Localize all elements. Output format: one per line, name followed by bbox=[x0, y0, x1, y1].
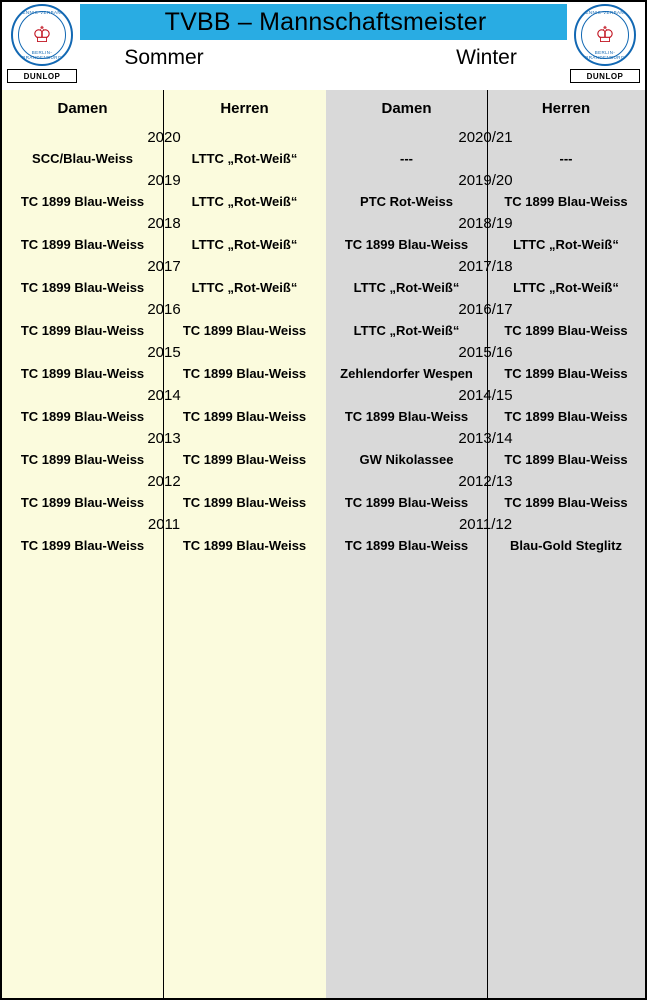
sommer-year: 2018 bbox=[147, 214, 181, 232]
year-row bbox=[2, 126, 645, 148]
winter-damen-champion: TC 1899 Blau-Weiss bbox=[344, 495, 469, 510]
sommer-year: 2020 bbox=[147, 128, 181, 146]
winter-damen-champion: TC 1899 Blau-Weiss bbox=[344, 237, 469, 252]
winter-year: 2018/19 bbox=[458, 214, 513, 232]
winter-year: 2014/15 bbox=[458, 386, 513, 404]
sommer-damen-champion: TC 1899 Blau-Weiss bbox=[20, 409, 145, 424]
table-row bbox=[2, 363, 645, 384]
table-row bbox=[2, 535, 645, 556]
winter-year: 2016/17 bbox=[458, 300, 513, 318]
winter-year: 2020/21 bbox=[458, 128, 513, 146]
dunlop-logo-icon: DUNLOP bbox=[7, 69, 77, 83]
sommer-year: 2014 bbox=[147, 386, 181, 404]
sommer-damen-champion: TC 1899 Blau-Weiss bbox=[20, 323, 145, 338]
year-row bbox=[2, 298, 645, 320]
season-headings bbox=[2, 40, 645, 76]
table-row bbox=[2, 148, 645, 169]
year-row bbox=[2, 427, 645, 449]
header bbox=[2, 2, 645, 40]
sommer-year: 2019 bbox=[147, 171, 181, 189]
sommer-herren-champion: LTTC „Rot-Weiß“ bbox=[191, 151, 298, 166]
winter-year: 2015/16 bbox=[458, 343, 513, 361]
sommer-damen-champion: TC 1899 Blau-Weiss bbox=[20, 237, 145, 252]
seal-ring-text-top: TENNIS-VERBAND bbox=[582, 10, 628, 15]
table-row bbox=[2, 234, 645, 255]
sommer-year: 2011 bbox=[147, 515, 181, 533]
subheader-sommer-damen: Damen bbox=[57, 99, 108, 117]
sommer-damen-champion: SCC/Blau-Weiss bbox=[32, 151, 133, 166]
sommer-damen-champion: TC 1899 Blau-Weiss bbox=[20, 452, 145, 467]
winter-damen-champion: LTTC „Rot-Weiß“ bbox=[353, 323, 460, 338]
winter-damen-champion: TC 1899 Blau-Weiss bbox=[344, 538, 469, 553]
winter-herren-champion: LTTC „Rot-Weiß“ bbox=[513, 280, 619, 295]
year-row bbox=[2, 470, 645, 492]
table-row bbox=[2, 277, 645, 298]
winter-herren-champion: TC 1899 Blau-Weiss bbox=[504, 366, 628, 381]
sommer-damen-champion: TC 1899 Blau-Weiss bbox=[20, 495, 145, 510]
sommer-herren-champion: LTTC „Rot-Weiß“ bbox=[191, 194, 298, 209]
winter-herren-champion: TC 1899 Blau-Weiss bbox=[504, 323, 628, 338]
sommer-herren-champion: TC 1899 Blau-Weiss bbox=[182, 366, 307, 381]
title-bar bbox=[80, 4, 571, 40]
seal-ring-text-bottom: BERLIN-BRANDENBURG bbox=[22, 50, 62, 60]
table-row bbox=[2, 406, 645, 427]
table-row bbox=[2, 191, 645, 212]
year-row bbox=[2, 212, 645, 234]
year-row bbox=[2, 341, 645, 363]
sommer-year: 2016 bbox=[147, 300, 181, 318]
sommer-herren-champion: TC 1899 Blau-Weiss bbox=[182, 452, 307, 467]
sommer-damen-champion: TC 1899 Blau-Weiss bbox=[20, 280, 145, 295]
winter-damen-champion: Zehlendorfer Wespen bbox=[340, 366, 473, 381]
winter-herren-champion: LTTC „Rot-Weiß“ bbox=[513, 237, 619, 252]
subheader-winter-damen: Damen bbox=[381, 99, 432, 117]
sommer-year: 2012 bbox=[147, 472, 181, 490]
table-row bbox=[2, 449, 645, 470]
sommer-herren-champion: LTTC „Rot-Weiß“ bbox=[191, 237, 298, 252]
winter-damen-champion: GW Nikolassee bbox=[359, 452, 454, 467]
winter-herren-champion: --- bbox=[559, 151, 573, 166]
table-row bbox=[2, 320, 645, 341]
seal-ring-text-top: TENNIS-VERBAND bbox=[19, 10, 65, 15]
table-subheader-row bbox=[2, 90, 645, 126]
sommer-damen-champion: TC 1899 Blau-Weiss bbox=[20, 366, 145, 381]
sommer-year: 2015 bbox=[147, 343, 181, 361]
year-row bbox=[2, 169, 645, 191]
sommer-year: 2017 bbox=[147, 257, 181, 275]
sommer-herren-champion: TC 1899 Blau-Weiss bbox=[182, 323, 307, 338]
winter-year: 2011/12 bbox=[458, 515, 513, 533]
season-heading-winter: Winter bbox=[456, 46, 517, 69]
year-row bbox=[2, 513, 645, 535]
winter-herren-champion: Blau-Gold Steglitz bbox=[510, 538, 622, 553]
champions-table bbox=[2, 90, 645, 556]
winter-year: 2013/14 bbox=[458, 429, 513, 447]
sommer-damen-champion: TC 1899 Blau-Weiss bbox=[20, 538, 145, 553]
winter-year: 2019/20 bbox=[458, 171, 513, 189]
sommer-herren-champion: LTTC „Rot-Weiß“ bbox=[191, 280, 298, 295]
winter-herren-champion: TC 1899 Blau-Weiss bbox=[504, 194, 628, 209]
sommer-damen-champion: TC 1899 Blau-Weiss bbox=[20, 194, 145, 209]
eagle-icon: ♔ bbox=[595, 22, 615, 47]
year-row bbox=[2, 255, 645, 277]
subheader-sommer-herren: Herren bbox=[220, 99, 269, 117]
dunlop-logo-icon: DUNLOP bbox=[570, 69, 640, 83]
subheader-winter-herren: Herren bbox=[541, 99, 591, 117]
winter-damen-champion: LTTC „Rot-Weiß“ bbox=[353, 280, 460, 295]
winter-herren-champion: TC 1899 Blau-Weiss bbox=[504, 495, 628, 510]
seal-ring-text-bottom: BERLIN-BRANDENBURG bbox=[585, 50, 625, 60]
winter-herren-champion: TC 1899 Blau-Weiss bbox=[504, 409, 628, 424]
season-heading-sommer: Sommer bbox=[124, 46, 204, 69]
winter-year: 2017/18 bbox=[458, 257, 513, 275]
sommer-herren-champion: TC 1899 Blau-Weiss bbox=[182, 538, 307, 553]
sommer-herren-champion: TC 1899 Blau-Weiss bbox=[182, 495, 307, 510]
page-title: TVBB – Mannschaftsmeister bbox=[164, 7, 487, 36]
winter-damen-champion: --- bbox=[400, 151, 413, 166]
table-row bbox=[2, 492, 645, 513]
winter-herren-champion: TC 1899 Blau-Weiss bbox=[504, 452, 628, 467]
eagle-icon: ♔ bbox=[32, 22, 52, 47]
year-row bbox=[2, 384, 645, 406]
winter-damen-champion: TC 1899 Blau-Weiss bbox=[344, 409, 469, 424]
sommer-year: 2013 bbox=[147, 429, 181, 447]
sommer-herren-champion: TC 1899 Blau-Weiss bbox=[182, 409, 307, 424]
winter-damen-champion: PTC Rot-Weiss bbox=[360, 194, 453, 209]
winter-year: 2012/13 bbox=[458, 472, 513, 490]
